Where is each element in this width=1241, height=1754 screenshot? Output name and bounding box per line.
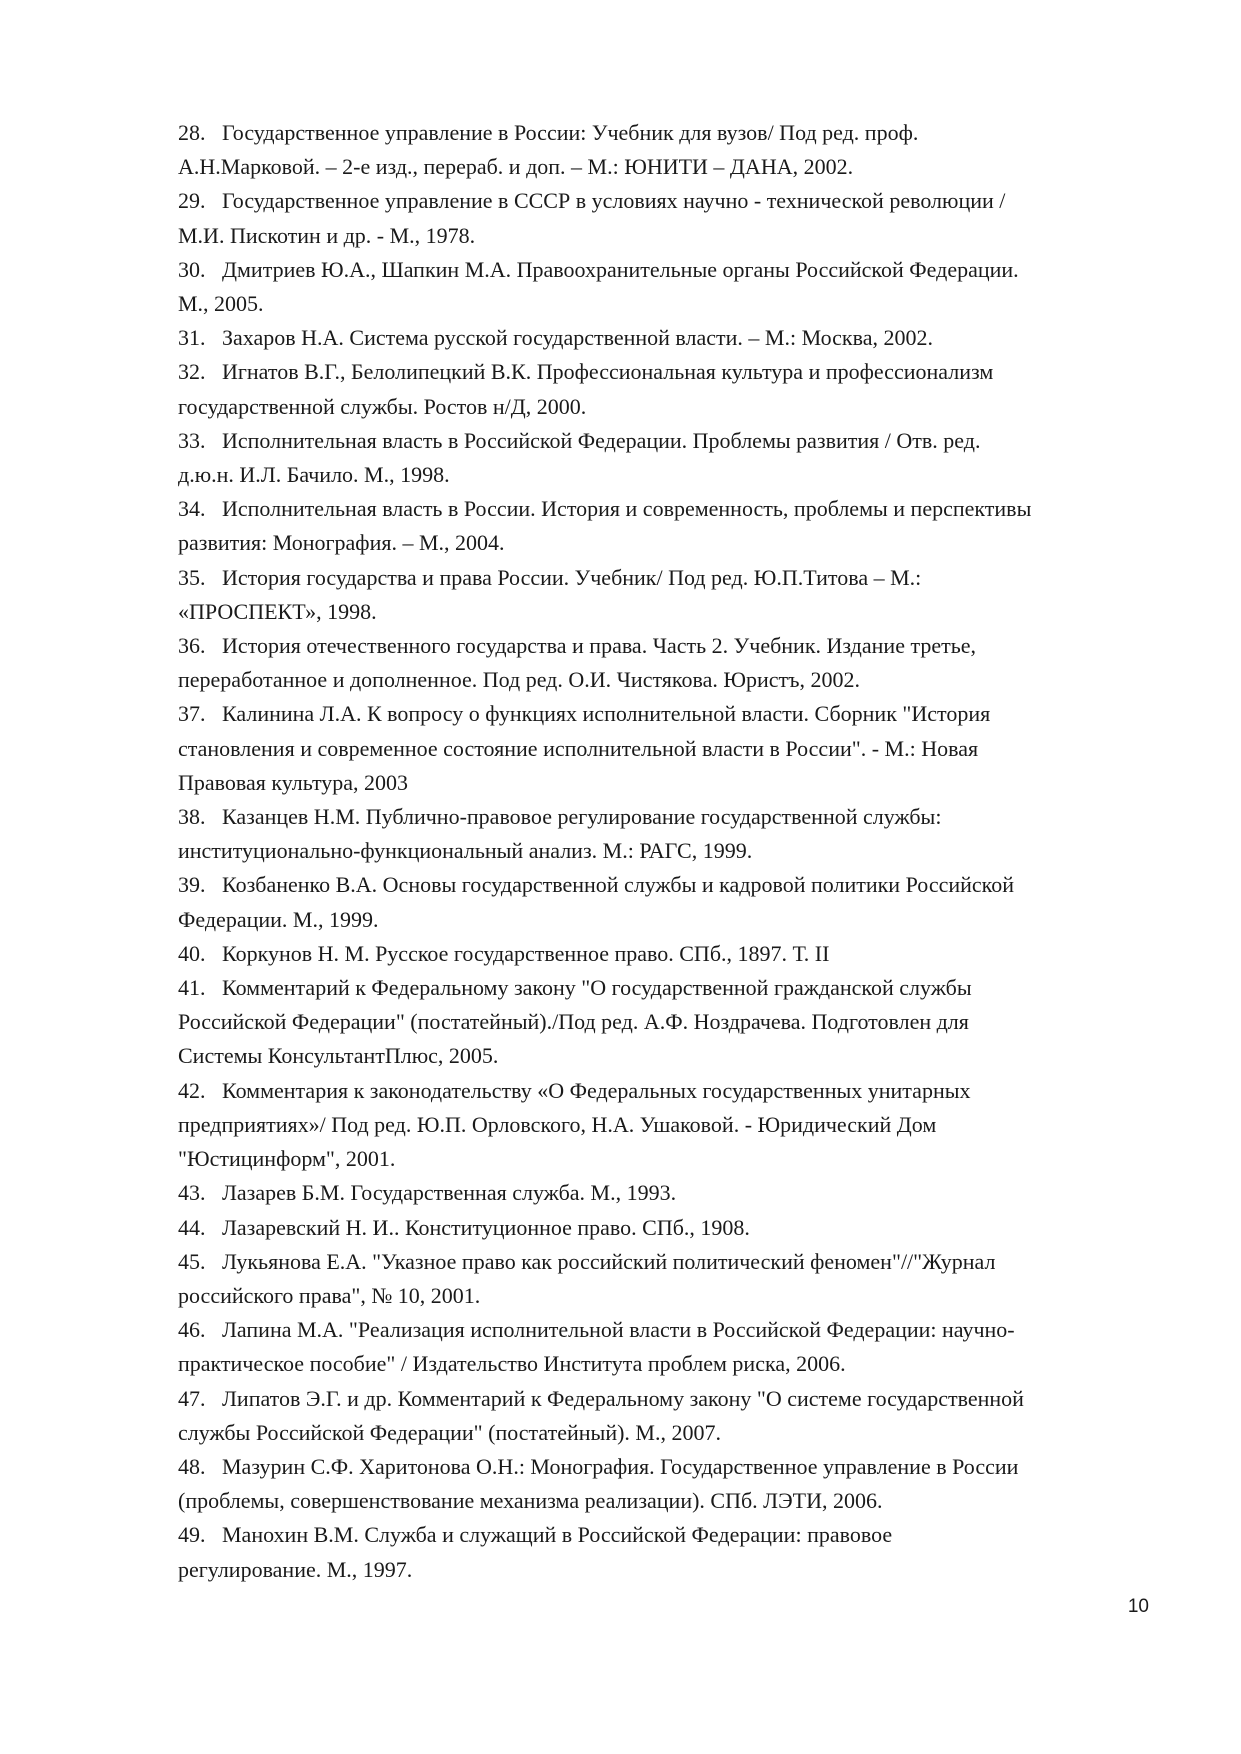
reference-line (178, 1484, 1178, 1518)
reference-line (178, 1176, 1178, 1210)
reference-line (178, 458, 1178, 492)
reference-line (178, 150, 1178, 184)
reference-text: Козбаненко В.А. Основы государственной службы и кадровой политики Российской (222, 872, 1014, 898)
reference-text: Манохин В.М. Служба и служащий в Российской Федерации: правовое (222, 1522, 893, 1548)
reference-line (178, 390, 1178, 424)
reference-text: Лукьянова Е.А. "Указное право как российский политический феномен"//"Журнал (222, 1248, 996, 1274)
reference-line (178, 424, 1178, 458)
reference-text: Правовая культура, 2003 (178, 769, 409, 795)
reference-line (178, 629, 1178, 663)
reference-item (178, 321, 1178, 355)
reference-number: 49. (178, 1522, 206, 1548)
reference-line (178, 1313, 1178, 1347)
reference-item (178, 1211, 1178, 1245)
reference-text: "Юстицинформ", 2001. (178, 1146, 396, 1172)
reference-line (178, 287, 1178, 321)
reference-line (178, 1245, 1178, 1279)
reference-item (178, 1245, 1178, 1313)
reference-line (178, 1518, 1178, 1552)
reference-number: 33. (178, 427, 206, 453)
reference-item (178, 184, 1178, 252)
reference-item (178, 971, 1178, 1074)
reference-line (178, 663, 1178, 697)
reference-line (178, 1142, 1178, 1176)
reference-item (178, 697, 1178, 800)
reference-line (178, 937, 1178, 971)
reference-line (178, 1382, 1178, 1416)
reference-line (178, 1108, 1178, 1142)
reference-line (178, 971, 1178, 1005)
reference-item (178, 1382, 1178, 1450)
reference-number: 40. (178, 940, 206, 966)
reference-text: Казанцев Н.М. Публично-правовое регулирование государственной службы: (222, 804, 942, 830)
reference-text: Липатов Э.Г. и др. Комментарий к Федеральному закону "О системе государственной (222, 1385, 1024, 1411)
reference-line (178, 184, 1178, 218)
reference-text: практическое пособие" / Издательство Института проблем риска, 2006. (178, 1351, 846, 1377)
reference-item (178, 1313, 1178, 1381)
reference-number: 32. (178, 359, 206, 385)
reference-text: Лазарев Б.М. Государственная служба. М., 1993. (222, 1180, 677, 1206)
reference-text: Мазурин С.Ф. Харитонова О.Н.: Монография. Государственное управление в России (222, 1453, 1019, 1479)
reference-text: Игнатов В.Г., Белолипецкий В.К. Профессиональная культура и профессионализм (222, 359, 994, 385)
reference-line (178, 697, 1178, 731)
reference-item (178, 355, 1178, 423)
reference-item (178, 424, 1178, 492)
reference-text: Комментарий к Федеральному закону "О государственной гражданской службы (222, 975, 972, 1001)
reference-text: История государства и права России. Учебник/ Под ред. Ю.П.Титова – М.: (222, 564, 922, 590)
reference-number: 44. (178, 1214, 206, 1240)
reference-text: регулирование. М., 1997. (178, 1556, 413, 1582)
reference-text: Федерации. М., 1999. (178, 906, 379, 932)
reference-number: 34. (178, 496, 206, 522)
reference-line (178, 1553, 1178, 1587)
reference-item (178, 253, 1178, 321)
reference-number: 48. (178, 1453, 206, 1479)
reference-line (178, 253, 1178, 287)
reference-text: становления и современное состояние исполнительной власти в России". - М.: Новая (178, 735, 979, 761)
reference-line (178, 219, 1178, 253)
reference-text: Системы КонсультантПлюс, 2005. (178, 1043, 499, 1069)
reference-number: 29. (178, 188, 206, 214)
reference-text: М., 2005. (178, 291, 264, 317)
reference-line (178, 766, 1178, 800)
reference-line (178, 868, 1178, 902)
reference-text: «ПРОСПЕКТ», 1998. (178, 598, 377, 624)
reference-text: Лапина М.А. "Реализация исполнительной власти в Российской Федерации: научно- (222, 1317, 1015, 1343)
reference-item (178, 1518, 1178, 1586)
reference-line (178, 1416, 1178, 1450)
reference-text: Государственное управление в России: Учебник для вузов/ Под ред. проф. (222, 120, 919, 145)
reference-item (178, 492, 1178, 560)
reference-text: Дмитриев Ю.А., Шапкин М.А. Правоохранительные органы Российской Федерации. (222, 256, 1019, 282)
reference-text: Коркунов Н. М. Русское государственное право. СПб., 1897. Т. II (222, 940, 830, 966)
reference-text: Захаров Н.А. Система русской государственной власти. – М.: Москва, 2002. (222, 325, 933, 351)
reference-line (178, 561, 1178, 595)
reference-text: Исполнительная власть в Российской Федерации. Проблемы развития / Отв. ред. (222, 427, 981, 453)
reference-line (178, 1074, 1178, 1108)
page-number: 10 (1127, 1596, 1149, 1617)
reference-text: Комментария к законодательству «О Федеральных государственных унитарных (222, 1077, 971, 1103)
reference-number: 36. (178, 633, 206, 659)
reference-number: 39. (178, 872, 206, 898)
reference-number: 43. (178, 1180, 206, 1206)
reference-line (178, 1211, 1178, 1245)
reference-line (178, 492, 1178, 526)
reference-number: 47. (178, 1385, 206, 1411)
reference-item (178, 1450, 1178, 1518)
reference-text: институционально-функциональный анализ. М.: РАГС, 1999. (178, 838, 753, 864)
reference-number: 30. (178, 256, 206, 282)
reference-text: российского права", № 10, 2001. (178, 1282, 481, 1308)
reference-line (178, 1347, 1178, 1381)
reference-text: А.Н.Марковой. – 2-е изд., перераб. и доп. – М.: ЮНИТИ – ДАНА, 2002. (178, 154, 854, 180)
reference-number: 42. (178, 1077, 206, 1103)
reference-line (178, 834, 1178, 868)
reference-text: Российской Федерации" (постатейный)./Под ред. А.Ф. Ноздрачева. Подготовлен для (178, 1009, 969, 1035)
reference-line (178, 1005, 1178, 1039)
reference-text: Лазаревский Н. И.. Конституционное право. СПб., 1908. (222, 1214, 750, 1240)
reference-item (178, 629, 1178, 697)
reference-text: переработанное и дополненное. Под ред. О.И. Чистякова. Юристъ, 2002. (178, 667, 860, 693)
reference-line (178, 1450, 1178, 1484)
reference-number: 45. (178, 1248, 206, 1274)
reference-number: 41. (178, 975, 206, 1001)
reference-item (178, 937, 1178, 971)
reference-line (178, 355, 1178, 389)
reference-text: государственной службы. Ростов н/Д, 2000. (178, 393, 587, 419)
reference-number: 28. (178, 120, 206, 145)
reference-item (178, 1074, 1178, 1177)
reference-item (178, 868, 1178, 936)
reference-text: развития: Монография. – М., 2004. (178, 530, 505, 556)
reference-line (178, 903, 1178, 937)
reference-line (178, 595, 1178, 629)
reference-number: 35. (178, 564, 206, 590)
reference-line (178, 1039, 1178, 1073)
reference-item (178, 800, 1178, 868)
reference-line (178, 116, 1178, 150)
reference-text: История отечественного государства и права. Часть 2. Учебник. Издание третье, (222, 633, 977, 659)
reference-text: д.ю.н. И.Л. Бачило. М., 1998. (178, 462, 450, 488)
reference-text: Исполнительная власть в России. История и современность, проблемы и перспективы (222, 496, 1032, 522)
reference-line (178, 800, 1178, 834)
reference-number: 37. (178, 701, 206, 727)
reference-item (178, 116, 1178, 184)
reference-text: (проблемы, совершенствование механизма реализации). СПб. ЛЭТИ, 2006. (178, 1488, 883, 1514)
reference-item (178, 1176, 1178, 1210)
reference-item (178, 561, 1178, 629)
reference-text: службы Российской Федерации" (постатейный). М., 2007. (178, 1419, 721, 1445)
reference-text: Государственное управление в СССР в условиях научно - технической революции / (222, 188, 1006, 214)
reference-list (178, 116, 1178, 1587)
reference-text: Калинина Л.А. К вопросу о функциях исполнительной власти. Сборник "История (222, 701, 991, 727)
reference-line (178, 732, 1178, 766)
reference-text: М.И. Пискотин и др. - М., 1978. (178, 222, 476, 248)
reference-line (178, 321, 1178, 355)
reference-number: 38. (178, 804, 206, 830)
reference-line (178, 1279, 1178, 1313)
reference-number: 46. (178, 1317, 206, 1343)
reference-line (178, 526, 1178, 560)
reference-text: предприятиях»/ Под ред. Ю.П. Орловского, Н.А. Ушаковой. - Юридический Дом (178, 1111, 937, 1137)
reference-number: 31. (178, 325, 206, 351)
